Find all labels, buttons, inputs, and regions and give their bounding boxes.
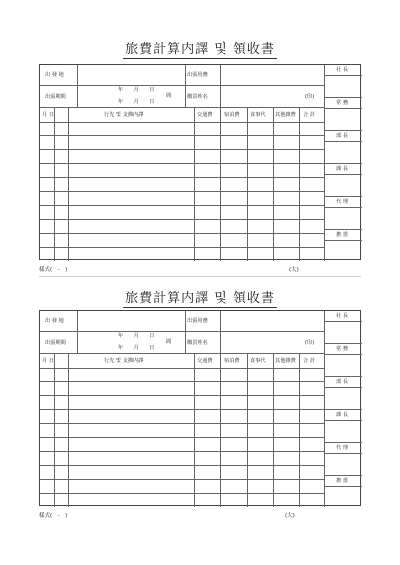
grid-line (40, 493, 324, 494)
approval-president: 社 長 (336, 313, 349, 319)
purpose-label: 出張用務 (187, 318, 208, 324)
duration-label: 間 (166, 339, 172, 345)
grid-line (247, 107, 248, 261)
grid-line (54, 353, 55, 507)
approval-section-chief: 課 長 (336, 412, 349, 418)
date-to: 年 月 日 (118, 99, 155, 105)
size-mark: (大) (285, 513, 295, 519)
grid-line (40, 479, 324, 480)
grid-line (273, 353, 274, 507)
lodging-label: 宿泊費 (224, 358, 240, 364)
grid-line (324, 409, 362, 410)
grid-line (185, 311, 186, 353)
grid-line (40, 451, 324, 452)
total-label: 合 計 (303, 112, 316, 118)
approval-director: 常 務 (336, 346, 349, 352)
grid-line (273, 107, 274, 261)
form-title: 旅費計算内譯 및 領收書 (125, 42, 275, 57)
grid-line (247, 353, 248, 507)
grid-line (40, 423, 324, 424)
size-mark: (大) (289, 267, 299, 273)
grid-line (40, 395, 324, 396)
period-label: 出張期間 (45, 340, 66, 346)
grid-line (324, 442, 362, 443)
duration-label: 間 (166, 93, 172, 99)
approval-president: 社 長 (336, 67, 349, 73)
recipient-label: 購買姓名 (187, 340, 208, 346)
expense-table (39, 64, 361, 260)
total-label: 合 計 (303, 358, 316, 364)
grid-line (324, 207, 362, 208)
seal-label: (印) (305, 340, 315, 346)
grid-line (40, 85, 324, 86)
form-code: 樣式( - ) (39, 267, 68, 273)
grid-line (40, 247, 324, 248)
grid-line (40, 191, 324, 192)
grid-line (40, 331, 324, 332)
grid-line (40, 368, 324, 369)
grid-line (68, 353, 69, 507)
expense-form-top (0, 0, 400, 282)
grid-line (194, 107, 195, 261)
grid-line (324, 475, 362, 476)
form-code: 樣式( - ) (39, 513, 68, 519)
misc-label: 其他雜費 (275, 358, 296, 364)
grid-line (324, 387, 362, 388)
departure-label: 出 發 地 (45, 72, 64, 78)
grid-line (68, 107, 69, 261)
transport-label: 交通費 (197, 358, 213, 364)
misc-label: 其他雜費 (275, 112, 296, 118)
grid-line (40, 465, 324, 466)
approval-director: 常 務 (336, 100, 349, 106)
seal-label: (印) (305, 94, 315, 100)
grid-line (220, 311, 221, 353)
divider (39, 276, 361, 277)
grid-line (324, 108, 362, 109)
grid-line (40, 149, 324, 150)
date-from: 年 月 日 (118, 333, 155, 339)
grid-line (77, 311, 78, 353)
grid-line (324, 130, 362, 131)
approval-deputy: 代 理 (336, 199, 349, 205)
grid-line (324, 141, 362, 142)
grid-line (40, 107, 324, 108)
transport-label: 交通費 (197, 112, 213, 118)
grid-line (40, 219, 324, 220)
grid-line (40, 177, 324, 178)
period-label: 出張期間 (45, 94, 66, 100)
grid-line (40, 233, 324, 234)
grid-line (40, 437, 324, 438)
grid-line (40, 381, 324, 382)
grid-line (324, 376, 362, 377)
grid-line (185, 65, 186, 107)
date-from: 年 月 日 (118, 87, 155, 93)
departure-label: 出 發 地 (45, 318, 64, 324)
recipient-label: 購買姓名 (187, 94, 208, 100)
grid-line (324, 354, 362, 355)
approval-staff: 擔 當 (336, 232, 349, 238)
grid-line (220, 65, 221, 107)
approval-deputy: 代 理 (336, 445, 349, 451)
grid-line (40, 353, 324, 354)
grid-line (324, 420, 362, 421)
form-title: 旅費計算内譯 및 領收書 (125, 291, 275, 306)
grid-line (40, 122, 324, 123)
grid-line (324, 174, 362, 175)
grid-line (40, 135, 324, 136)
expense-table (39, 310, 361, 506)
meals-label: 食事代 (250, 112, 266, 118)
grid-line (324, 196, 362, 197)
grid-line (220, 107, 221, 261)
approval-section-chief: 課 長 (336, 166, 349, 172)
approval-manager: 部 長 (336, 379, 349, 385)
grid-line (194, 353, 195, 507)
grid-line (77, 65, 78, 107)
grid-line (324, 486, 362, 487)
grid-line (324, 240, 362, 241)
route-label: 行先 및 支拂内譯 (104, 112, 144, 118)
lodging-label: 宿泊費 (224, 112, 240, 118)
approval-staff: 擔 當 (336, 478, 349, 484)
grid-line (324, 75, 362, 76)
grid-line (324, 453, 362, 454)
grid-line (220, 353, 221, 507)
purpose-label: 出張用務 (187, 72, 208, 78)
grid-line (40, 205, 324, 206)
grid-line (299, 353, 300, 507)
month-day-label: 月 日 (42, 358, 55, 364)
grid-line (40, 163, 324, 164)
grid-line (324, 97, 362, 98)
expense-form-bottom (0, 283, 400, 565)
grid-line (40, 409, 324, 410)
route-label: 行先 및 支拂内譯 (104, 358, 144, 364)
grid-line (324, 343, 362, 344)
grid-line (324, 229, 362, 230)
grid-line (299, 107, 300, 261)
month-day-label: 月 日 (42, 112, 55, 118)
meals-label: 食事代 (250, 358, 266, 364)
grid-line (324, 321, 362, 322)
date-to: 年 月 日 (118, 345, 155, 351)
approval-manager: 部 長 (336, 133, 349, 139)
grid-line (324, 163, 362, 164)
grid-line (54, 107, 55, 261)
